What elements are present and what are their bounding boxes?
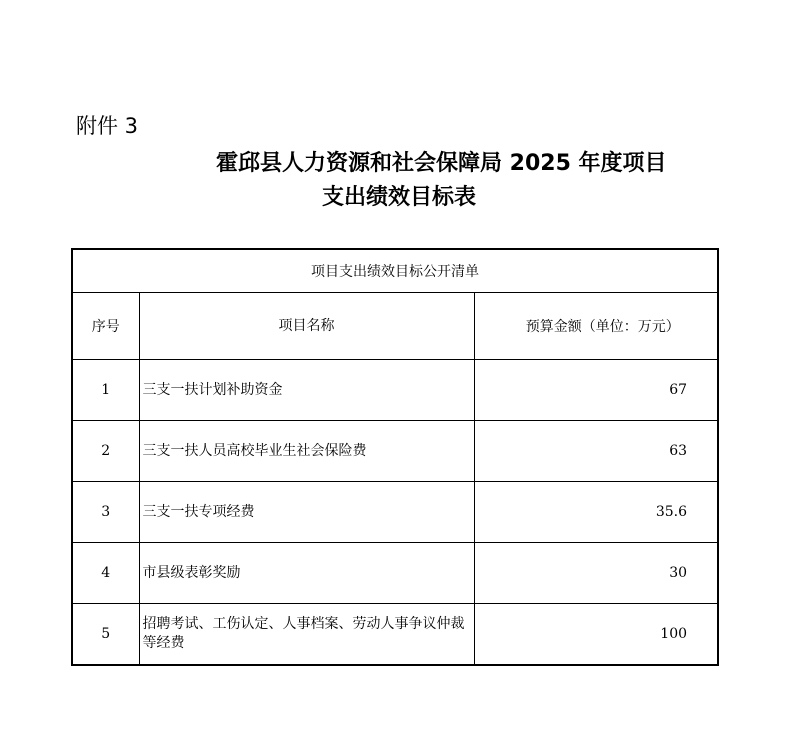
table-row xyxy=(72,360,718,421)
header-project-name: 项目名称 xyxy=(139,293,474,360)
row-budget-amount: 67 xyxy=(474,360,718,421)
header-budget-amount: 预算金额（单位：万元） xyxy=(474,293,718,360)
row-budget-amount: 100 xyxy=(474,604,718,666)
document-title-line-2: 支出绩效目标表 xyxy=(322,185,477,210)
row-serial-number: 1 xyxy=(72,360,139,421)
table-row xyxy=(72,604,718,666)
document-title-line-1: 霍邱县人力资源和社会保障局 2025 年度项目 xyxy=(216,151,667,176)
row-project-name: 三支一扶专项经费 xyxy=(139,482,474,543)
table-row xyxy=(72,482,718,543)
row-project-name: 三支一扶计划补助资金 xyxy=(139,360,474,421)
row-project-name: 招聘考试、工伤认定、人事档案、劳动人事争议仲裁等经费 xyxy=(139,604,474,666)
row-budget-amount: 63 xyxy=(474,421,718,482)
table-row xyxy=(72,421,718,482)
table-header-row xyxy=(72,293,718,360)
row-project-name: 市县级表彰奖励 xyxy=(139,543,474,604)
table-caption-row xyxy=(72,249,718,293)
attachment-label: 附件 3 xyxy=(76,114,139,138)
row-serial-number: 5 xyxy=(72,604,139,666)
row-project-name: 三支一扶人员高校毕业生社会保险费 xyxy=(139,421,474,482)
row-budget-amount: 30 xyxy=(474,543,718,604)
row-serial-number: 4 xyxy=(72,543,139,604)
header-serial-number: 序号 xyxy=(72,293,139,360)
table-row xyxy=(72,543,718,604)
row-budget-amount: 35.6 xyxy=(474,482,718,543)
table-caption: 项目支出绩效目标公开清单 xyxy=(72,249,718,293)
row-serial-number: 2 xyxy=(72,421,139,482)
performance-target-table xyxy=(71,248,719,666)
row-serial-number: 3 xyxy=(72,482,139,543)
